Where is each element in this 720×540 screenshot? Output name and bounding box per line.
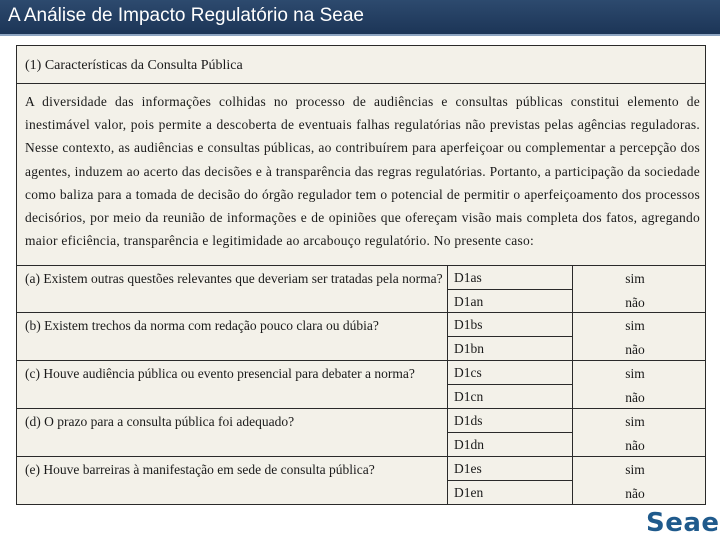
code-yes: D1cs [448,361,572,385]
code-column [447,457,573,505]
answer-column [573,361,705,408]
question-row-b [17,313,705,361]
question-text: (e) Houve barreiras à manifestação em sede de consulta pública? [25,462,375,477]
slide-title: A Análise de Impacto Regulatório na Seae [8,5,364,26]
section-title: (1) Características da Consulta Pública [25,58,243,73]
answer-no: não [625,438,645,453]
question-row-d [17,409,705,457]
answer-no: não [625,486,645,501]
question-text: (b) Existem trechos da norma com redação pouco clara ou dúbia? [25,318,379,333]
seae-logo: Seae [646,508,720,538]
document-panel [16,45,706,505]
question-row-a [17,265,705,313]
answer-no: não [625,390,645,405]
answer-yes: sim [625,366,645,381]
answer-yes: sim [625,414,645,429]
question-text: (a) Existem outras questões relevantes que deveriam ser tratadas pela norma? [25,271,443,286]
answer-column [573,266,705,312]
answer-yes: sim [625,462,645,477]
code-column [447,266,573,312]
code-no: D1cn [454,389,484,404]
answer-yes: sim [625,271,645,286]
code-yes: D1as [448,266,572,290]
intro-paragraph: A diversidade das informações colhidas no processo de audiências e consultas públicas constitui elemento de inestimável valor, pois permite a descoberta de eventuais falhas regulatórias não previstas pelas agências reguladoras. Nesse contexto, as audiências e consultas públicas, ao contribuírem para aperfeiçoar ou complementar a percepção dos agentes, induzem ao acerto das decisões e à transparência das regras regulatórias. Portanto, a participação da sociedade como baliza para a tomada de decisão do órgão regulador tem o potencial de permitir o aperfeiçoamento dos processos decisórios, por meio da reunião de informações e de opiniões que ofereçam visão mais completa dos fatos, agregando maior eficiência, transparência e legitimidade ao arcabouço regulatório. No presente caso: [25,94,700,249]
question-row-c [17,361,705,409]
answer-column [573,409,705,456]
code-column [447,409,573,456]
code-yes: D1ds [448,409,572,433]
answer-no: não [625,342,645,357]
code-no: D1an [454,294,484,309]
answer-no: não [625,295,645,310]
code-column [447,313,573,360]
code-yes: D1es [448,457,572,481]
code-yes: D1bs [448,313,572,337]
answer-column [573,313,705,360]
answer-yes: sim [625,318,645,333]
question-text: (d) O prazo para a consulta pública foi adequado? [25,414,295,429]
answer-column [573,457,705,505]
code-no: D1bn [454,341,484,356]
code-no: D1dn [454,437,484,452]
slide-title-bar [0,0,720,36]
section-header [17,46,705,84]
code-column [447,361,573,408]
questions-table [17,265,705,505]
question-row-e [17,457,705,505]
question-text: (c) Houve audiência pública ou evento presencial para debater a norma? [25,366,415,381]
code-no: D1en [454,485,484,500]
